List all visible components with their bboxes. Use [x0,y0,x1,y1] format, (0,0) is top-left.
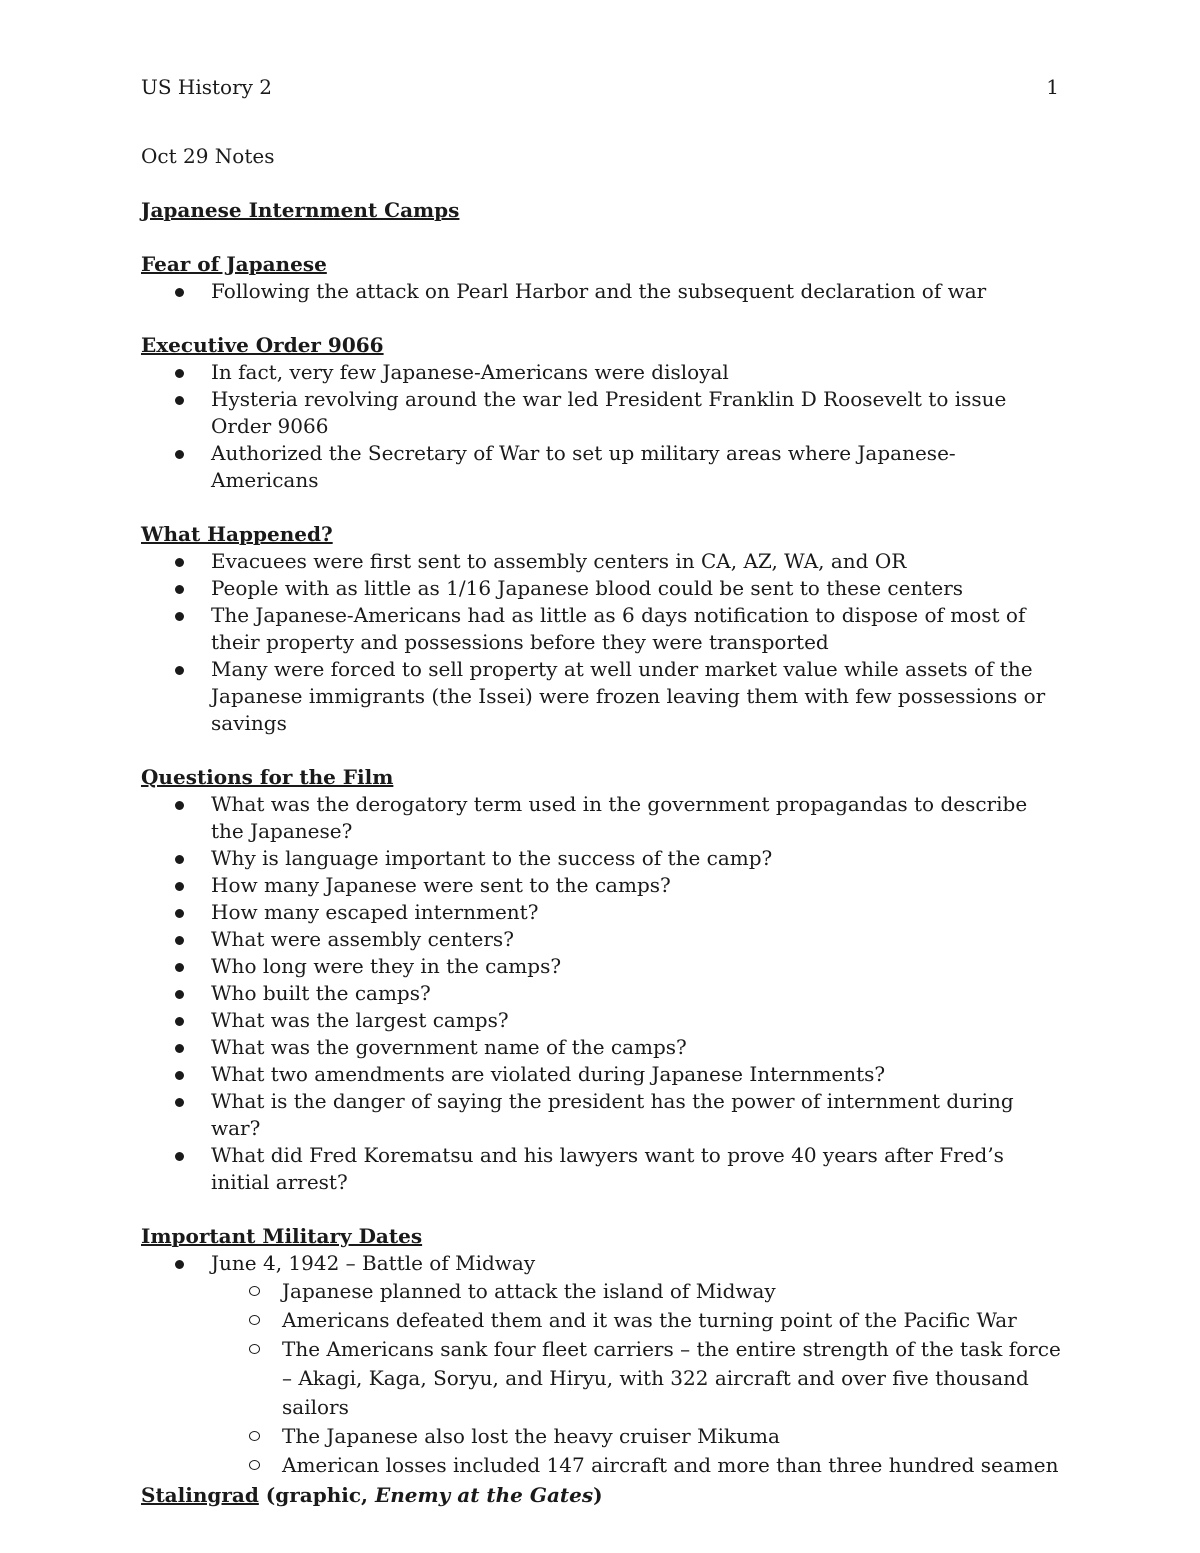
sub-list-item-text: Japanese planned to attack the island of Midway [282,1279,776,1303]
bullet-icon [175,990,184,999]
header-title: US History 2 [141,75,273,99]
list-item-text: Evacuees were first sent to assembly centers in CA, AZ, WA, and OR [211,549,907,573]
bullet-icon [175,1071,184,1080]
list-item [141,1061,1061,1088]
sub-list-item-text: American losses included 147 aircraft and more than three hundred seamen [282,1453,1059,1477]
list-item [141,359,1061,386]
list-item [141,602,1061,656]
bullet-icon [175,963,184,972]
list-item-text: Why is language important to the success of the camp? [211,846,773,870]
sub-list-item [141,1306,1061,1335]
section-heading: Fear of Japanese [141,252,327,276]
bullet-icon [175,936,184,945]
list-item [141,953,1061,980]
bullet-icon [175,558,184,567]
list-item-text: Following the attack on Pearl Harbor and the subsequent declaration of war [211,279,987,303]
sub-bullet-list [141,1277,1061,1480]
bullet-icon [175,909,184,918]
list-item [141,1250,1061,1277]
list-item [141,548,1061,575]
list-item [141,656,1061,737]
document-body [141,143,1061,1529]
stalingrad-heading [141,1482,1061,1509]
list-item [141,386,1061,440]
circle-bullet-icon [249,1344,260,1354]
circle-bullet-icon [249,1431,260,1441]
bullet-icon [175,855,184,864]
bullet-icon [175,585,184,594]
list-item [141,1142,1061,1196]
list-item [141,1088,1061,1142]
list-item [141,278,1061,305]
list-item-text: June 4, 1942 – Battle of Midway [211,1251,536,1275]
circle-bullet-icon [249,1286,260,1296]
main-title-section [141,197,1061,224]
bullet-list [141,548,1061,737]
bullet-list [141,1250,1061,1277]
section-fear [141,251,1061,305]
list-item-text: What was the government name of the camps? [211,1035,687,1059]
sub-list-item [141,1335,1061,1422]
list-item-text: The Japanese-Americans had as little as 6 days notification to dispose of most of their property and possessions before they were transported [211,603,1026,654]
list-item-text: Authorized the Secretary of War to set up military areas where Japanese-Americans [211,441,956,492]
page-number: 1 [1046,75,1059,99]
list-item-text: What two amendments are violated during Japanese Internments? [211,1062,886,1086]
list-item-text: People with as little as 1/16 Japanese blood could be sent to these centers [211,576,964,600]
bullet-icon [175,369,184,378]
list-item-text: In fact, very few Japanese-Americans were disloyal [211,360,729,384]
bullet-list [141,278,1061,305]
list-item-text: Who built the camps? [211,981,431,1005]
bullet-icon [175,450,184,459]
list-item-text: What did Fred Korematsu and his lawyers want to prove 40 years after Fred’s initial arrest? [211,1143,1004,1194]
stalingrad-title: Stalingrad [141,1483,259,1507]
list-item [141,791,1061,845]
list-item-text: Hysteria revolving around the war led President Franklin D Roosevelt to issue Order 9066 [211,387,1007,438]
bullet-icon [175,666,184,675]
bullet-icon [175,612,184,621]
list-item [141,1007,1061,1034]
list-item-text: What were assembly centers? [211,927,514,951]
sub-list-item-text: Americans defeated them and it was the turning point of the Pacific War [282,1308,1017,1332]
list-item-text: What is the danger of saying the president has the power of internment during war? [211,1089,1014,1140]
bullet-icon [175,882,184,891]
list-item-text: How many escaped internment? [211,900,539,924]
sub-list-item-text: The Japanese also lost the heavy cruiser Mikuma [282,1424,780,1448]
bullet-list [141,791,1061,1196]
list-item [141,1034,1061,1061]
stalingrad-prefix: (graphic, [258,1483,375,1507]
section-executive-order [141,332,1061,494]
sub-list-item [141,1451,1061,1480]
film-title: Enemy at the Gates [374,1483,594,1507]
sub-list-item-text: The Americans sank four fleet carriers – the entire strength of the task force – Akagi, Kaga, Soryu, and Hiryu, with 322 aircraft and over five thousand sailors [282,1337,1061,1419]
list-item-text: Many were forced to sell property at well under market value while assets of the Japanese immigrants (the Issei) were frozen leaving them with few possessions or savings [211,657,1046,735]
list-item [141,980,1061,1007]
stalingrad-suffix: ) [593,1483,603,1507]
list-item [141,440,1061,494]
bullet-icon [175,1152,184,1161]
section-what-happened [141,521,1061,737]
bullet-list [141,359,1061,494]
bullet-icon [175,1260,184,1269]
bullet-icon [175,396,184,405]
list-item [141,845,1061,872]
sub-list-item [141,1422,1061,1451]
section-heading: What Happened? [141,522,333,546]
bullet-icon [175,1098,184,1107]
circle-bullet-icon [249,1460,260,1470]
page-header [141,74,1061,101]
sub-list-item [141,1277,1061,1306]
main-title: Japanese Internment Camps [141,198,460,222]
list-item-text: What was the derogatory term used in the government propagandas to describe the Japanese? [211,792,1028,843]
notes-date: Oct 29 Notes [141,144,275,168]
list-item-text: How many Japanese were sent to the camps? [211,873,671,897]
bullet-icon [175,801,184,810]
section-heading: Executive Order 9066 [141,333,384,357]
bullet-icon [175,1044,184,1053]
list-item-text: Who long were they in the camps? [211,954,562,978]
circle-bullet-icon [249,1315,260,1325]
section-heading: Questions for the Film [141,765,394,789]
bullet-icon [175,288,184,297]
list-item-text: What was the largest camps? [211,1008,509,1032]
list-item [141,926,1061,953]
list-item [141,899,1061,926]
section-military-dates [141,1223,1061,1480]
bullet-icon [175,1017,184,1026]
list-item [141,872,1061,899]
section-heading: Important Military Dates [141,1224,423,1248]
document-page [141,0,1061,1553]
section-questions [141,764,1061,1196]
list-item [141,575,1061,602]
